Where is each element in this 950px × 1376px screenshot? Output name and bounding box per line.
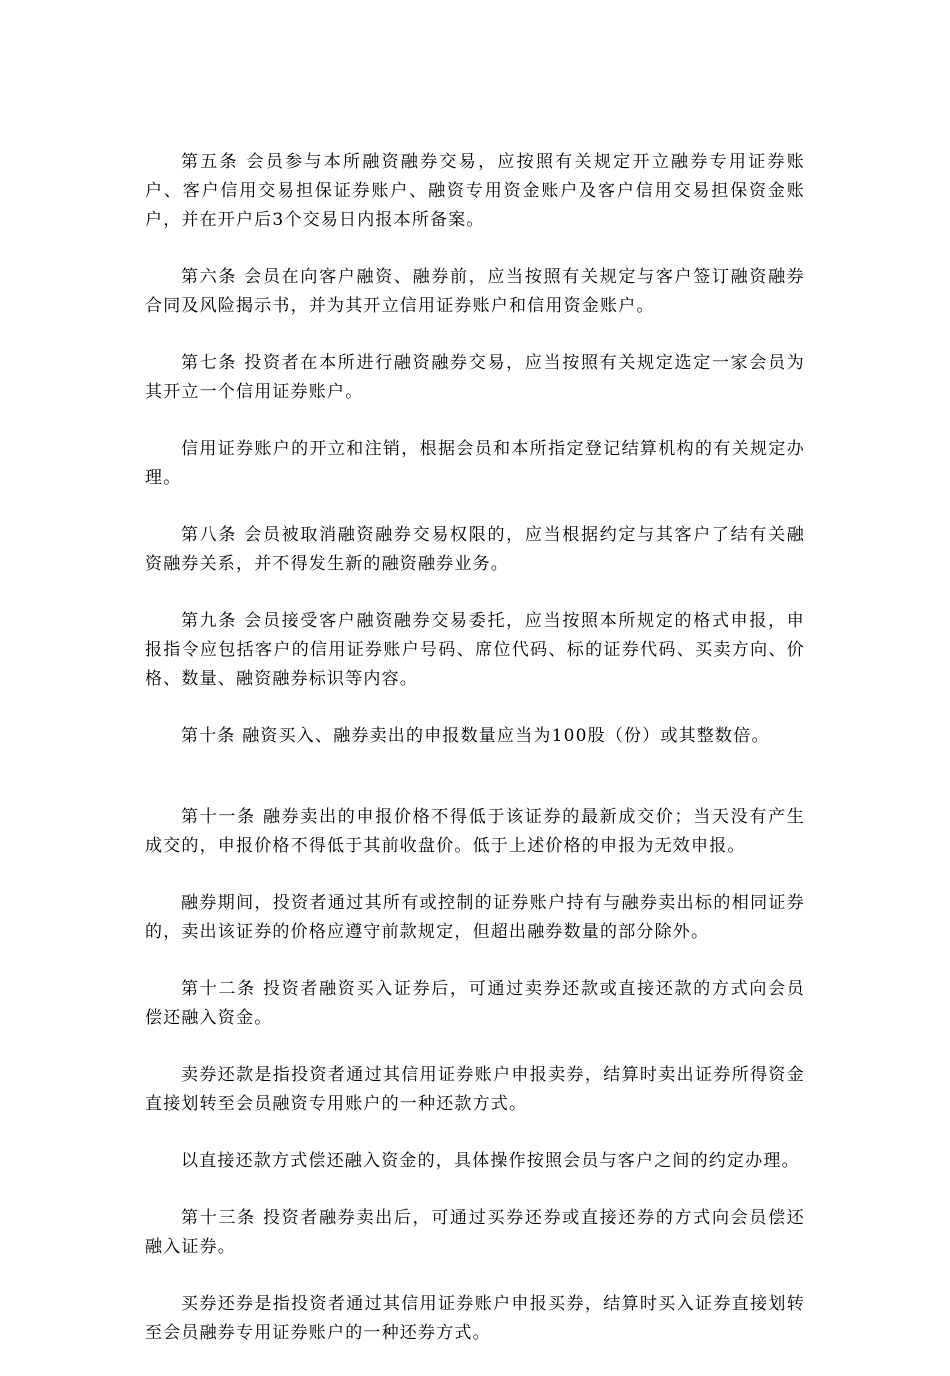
paragraph-article-8: 第八条 会员被取消融资融券交易权限的，应当根据约定与其客户了结有关融资融券关系，并不得发生新的融资融券业务。 (145, 525, 805, 574)
paragraph-article-6: 第六条 会员在向客户融资、融券前，应当按照有关规定与客户签订融资融券合同及风险揭示书，并为其开立信用证券账户和信用资金账户。 (145, 267, 805, 316)
paragraph-article-9: 第九条 会员接受客户融资融券交易委托，应当按照本所规定的格式申报，申报指令应包括客户的信用证券账户号码、席位代码、标的证券代码、买卖方向、价格、数量、融资融券标识等内容。 (145, 611, 805, 689)
paragraph-article-10: 第十条 融资买入、融券卖出的申报数量应当为100股（份）或其整数倍。 (181, 726, 770, 746)
paragraph-article-11-clause-2: 融券期间，投资者通过其所有或控制的证券账户持有与融券卖出标的相同证券的，卖出该证券的价格应遵守前款规定，但超出融券数量的部分除外。 (145, 893, 805, 942)
paragraph-article-12: 第十二条 投资者融资买入证券后，可通过卖券还款或直接还款的方式向会员偿还融入资金。 (145, 979, 805, 1028)
paragraph-article-12-clause-3: 以直接还款方式偿还融入资金的，具体操作按照会员与客户之间的约定办理。 (181, 1151, 800, 1171)
document-body (145, 148, 805, 1376)
paragraph-article-7-clause-2: 信用证券账户的开立和注销，根据会员和本所指定登记结算机构的有关规定办理。 (145, 439, 805, 488)
paragraph-article-5: 第五条 会员参与本所融资融券交易，应按照有关规定开立融券专用证券账户、客户信用交易担保证券账户、融资专用资金账户及客户信用交易担保资金账户，并在开户后3个交易日内报本所备案。 (145, 152, 805, 230)
paragraph-article-13: 第十三条 投资者融券卖出后，可通过买券还券或直接还券的方式向会员偿还融入证券。 (145, 1208, 805, 1257)
paragraph-article-11: 第十一条 融券卖出的申报价格不得低于该证券的最新成交价；当天没有产生成交的，申报价格不得低于其前收盘价。低于上述价格的申报为无效申报。 (145, 807, 805, 856)
paragraph-article-12-clause-2: 卖券还款是指投资者通过其信用证券账户申报卖券，结算时卖出证券所得资金直接划转至会员融资专用账户的一种还款方式。 (145, 1065, 805, 1114)
paragraph-article-7: 第七条 投资者在本所进行融资融券交易，应当按照有关规定选定一家会员为其开立一个信用证券账户。 (145, 353, 805, 402)
paragraph-article-13-clause-2: 买券还券是指投资者通过其信用证券账户申报买券，结算时买入证券直接划转至会员融券专用证券账户的一种还券方式。 (145, 1294, 805, 1343)
